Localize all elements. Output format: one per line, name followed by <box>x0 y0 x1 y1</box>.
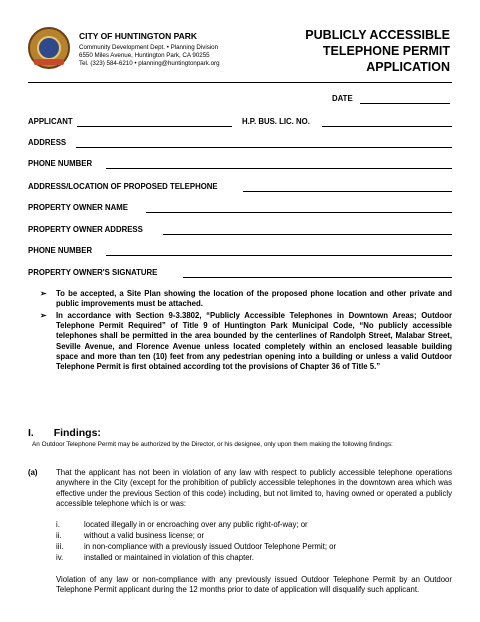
city-seal-logo <box>28 27 70 69</box>
location-label: ADDRESS/LOCATION OF PROPOSED TELEPHONE <box>28 182 218 191</box>
subitem-number: iii. <box>56 542 64 551</box>
location-field[interactable] <box>243 191 452 192</box>
owner-signature-field[interactable] <box>183 277 452 278</box>
org-contact-line: Tel. (323) 584-6210 • planning@huntingtonpark.org <box>79 60 220 67</box>
owner-phone-field[interactable] <box>106 255 452 256</box>
site-plan-note: To be accepted, a Site Plan showing the location of the proposed phone location and other private and public improvements must be attached. <box>56 289 452 309</box>
phone-field[interactable] <box>106 168 452 169</box>
subitem-text: located illegally in or encroaching over any public right-of-way; or <box>84 520 308 529</box>
arrow-bullet-icon: ➢ <box>40 289 47 298</box>
owner-name-field[interactable] <box>146 212 452 213</box>
findings-heading <box>28 427 101 439</box>
owner-phone-label: PHONE NUMBER <box>28 246 93 255</box>
subitem-number: i. <box>56 520 60 529</box>
address-label: ADDRESS <box>28 138 67 147</box>
owner-address-label: PROPERTY OWNER ADDRESS <box>28 225 143 234</box>
subitem-text: without a valid business license; or <box>84 531 205 540</box>
ordinance-note: In accordance with Section 9-3.3802, “Publicly Accessible Telephones in Downtown Areas; Outdoor Telephone Permit Required” of Title 9 of Huntington Park Municipal Code, “No publicly accessible telephones shall be permitted in the area bounded by the centerlines of Randolph Street, Malabar Street, Seville Avenue, and Florence Avenue unless located completely within an enclosed leasable building space and more than ten (10) feet from any pedestrian opening into a building or unless a valid Outdoor Telephone Permit is first obtained according tot the provisions of Chapter 36 of Title 5.” <box>56 311 452 372</box>
subitem-text: in non-compliance with a previously issued Outdoor Telephone Permit; or <box>84 542 337 551</box>
date-field[interactable] <box>360 103 450 104</box>
arrow-bullet-icon: ➢ <box>40 311 47 320</box>
org-name: CITY OF HUNTINGTON PARK <box>79 31 198 41</box>
bus-lic-label: H.P. BUS. LIC. NO. <box>242 117 310 126</box>
findings-intro: An Outdoor Telephone Permit may be authorized by the Director, or his designee, only upon them making the following findings: <box>32 441 393 448</box>
phone-label: PHONE NUMBER <box>28 159 93 168</box>
owner-name-label: PROPERTY OWNER NAME <box>28 203 128 212</box>
subitem-number: iv. <box>56 553 64 562</box>
applicant-field[interactable] <box>77 126 232 127</box>
subitem-text: installed or maintained in violation of this chapter. <box>84 553 254 562</box>
form-title-line-2: TELEPHONE PERMIT <box>322 44 450 58</box>
address-field[interactable] <box>76 147 452 148</box>
bus-lic-field[interactable] <box>322 126 452 127</box>
owner-address-field[interactable] <box>163 234 452 235</box>
applicant-label: APPLICANT <box>28 117 73 126</box>
org-address-line: 6550 Miles Avenue, Huntington Park, CA 90255 <box>79 52 210 59</box>
owner-signature-label: PROPERTY OWNER'S SIGNATURE <box>28 268 158 277</box>
form-title-line-1: PUBLICLY ACCESSIBLE <box>305 28 450 42</box>
form-title-line-3: APPLICATION <box>366 60 450 74</box>
violation-paragraph: Violation of any law or non-compliance with any previously issued Outdoor Telephone Permit by an Outdoor Telephone Permit applicant during the 12 months prior to date of application will disqualify such applicant. <box>56 575 452 595</box>
findings-number: I. <box>28 427 34 439</box>
org-dept-line: Community Development Dept. • Planning Division <box>79 44 219 51</box>
findings-title: Findings: <box>53 427 101 439</box>
subitem-number: ii. <box>56 531 62 540</box>
date-label: DATE <box>332 94 353 103</box>
item-a-text: That the applicant has not been in violation of any law with respect to publicly accessible telephone operations anywhere in the City (except for the prohibition of publicly accessible telephones in the downtown area which was effective under the previous Section of this code) including, but not limited to, having owned or operated a publicly accessible telephone which is or was: <box>56 468 452 509</box>
item-a-label: (a) <box>28 468 38 477</box>
header-divider <box>28 82 452 83</box>
